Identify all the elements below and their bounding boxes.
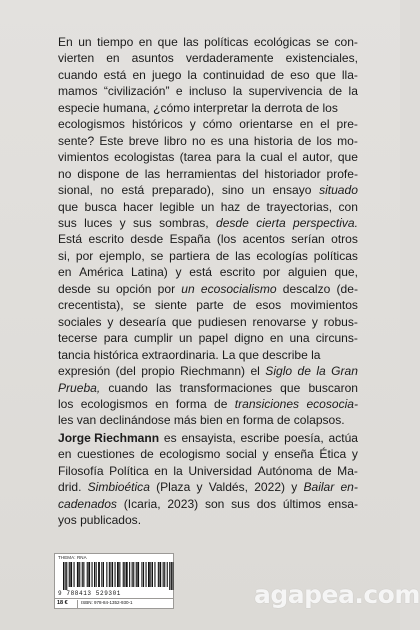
word: el (320, 117, 330, 132)
word: eso (290, 67, 310, 82)
word: papel (198, 331, 229, 346)
word: del (242, 166, 259, 181)
word: es (163, 430, 177, 445)
word: Latina) (130, 265, 168, 280)
word: con- (334, 35, 358, 49)
word: si, (58, 248, 71, 263)
word: transiciones (234, 396, 300, 411)
word: que, (334, 265, 358, 280)
text-line (58, 215, 358, 231)
text-line (58, 512, 358, 528)
word: Ma- (337, 463, 358, 478)
word: en (58, 265, 72, 280)
word: 2023) (167, 496, 199, 511)
word: circuns- (315, 331, 358, 346)
word: cierta (256, 215, 286, 230)
word: incluso (188, 84, 227, 99)
text-line (58, 380, 358, 396)
word: la (348, 84, 358, 99)
text-line (58, 264, 358, 280)
word: e (175, 84, 183, 99)
word: el (250, 364, 260, 379)
word: Riechmann) (180, 364, 246, 379)
word: hacer (123, 199, 154, 214)
word: busca (84, 199, 117, 214)
word: profe- (326, 166, 358, 181)
word: (de- (336, 281, 358, 296)
word: América (79, 265, 124, 280)
thema-code: THEMA: RNA (58, 555, 87, 560)
word: verdaderamente (185, 51, 274, 66)
word: escrito (88, 232, 124, 247)
word: y (291, 480, 298, 495)
word: de (125, 166, 139, 181)
word: sombras, (159, 215, 209, 230)
text-line (58, 100, 358, 116)
text-line (58, 363, 358, 379)
word: historia (253, 133, 293, 148)
text-line (58, 67, 358, 83)
word: de (215, 248, 230, 263)
word: ecosocia- (306, 396, 358, 411)
word: sente? (58, 133, 95, 148)
word: un (251, 183, 265, 198)
word: “civilización” (103, 84, 170, 99)
word: de (328, 84, 343, 99)
word: perspectiva. (293, 215, 358, 230)
word: en (132, 67, 146, 82)
word: descalzo (282, 281, 331, 296)
word: y (311, 314, 318, 329)
word: lla- (341, 67, 358, 82)
text-line (58, 297, 358, 313)
word: que (157, 35, 178, 49)
word: cadenados (58, 496, 117, 511)
word: Gran (331, 364, 358, 379)
word: mo- (337, 133, 358, 148)
word: y (262, 447, 269, 462)
barcode-digits: 9 788413 529301 (58, 590, 122, 597)
word: autor, (302, 150, 333, 165)
word: libro (164, 133, 187, 148)
word: buscaron (308, 380, 358, 395)
word: desde (130, 232, 164, 247)
word: políticas (204, 35, 249, 49)
word: en- (340, 480, 358, 495)
text-line (58, 248, 358, 264)
word: un (78, 35, 92, 49)
word: y (196, 480, 203, 495)
word: ecologismos (80, 396, 148, 411)
text-line (58, 463, 358, 479)
word: en (138, 35, 153, 49)
text-line (58, 231, 358, 247)
word: y (119, 215, 126, 230)
word: las (235, 248, 251, 263)
word: tecerse (58, 331, 98, 346)
word: sus (231, 496, 250, 511)
word: en (269, 331, 284, 346)
text-line (58, 116, 358, 132)
word: ensayista, (181, 430, 236, 445)
word: y (189, 117, 196, 132)
synopsis (58, 34, 358, 429)
word: el (287, 150, 298, 165)
word: Está (58, 232, 83, 247)
word: está (121, 183, 145, 198)
word: (del (115, 364, 136, 379)
word: parte (196, 298, 224, 313)
word: Jorge Riechmann (58, 430, 160, 445)
word: Ética (319, 447, 347, 462)
word: de (297, 133, 312, 148)
word: España (169, 232, 211, 247)
word: desde (58, 281, 91, 296)
word: vierten (58, 51, 95, 66)
word: Bailar (303, 480, 335, 495)
word: que (280, 380, 301, 395)
word: Prueba, (58, 380, 101, 395)
text-line (58, 430, 358, 446)
word: enseña (274, 447, 314, 462)
word: en (155, 396, 169, 411)
word: su (97, 281, 110, 296)
word: que (58, 199, 79, 214)
text-line (58, 496, 358, 512)
word: de (246, 199, 261, 214)
word: ecologías (256, 248, 308, 263)
word: Este (99, 133, 124, 148)
word: movimientos (290, 298, 358, 313)
word: 2022) (254, 480, 286, 495)
word: les van declinándose más bien en forma de colapsos. (58, 413, 345, 428)
word: Valdés, (208, 480, 249, 495)
word: ejemplo, (99, 248, 145, 263)
word: expresión (58, 364, 111, 379)
text-line (58, 330, 358, 346)
word: siente (154, 298, 188, 313)
word: no (58, 166, 72, 181)
word: herramientas (166, 166, 237, 181)
word: en (154, 463, 168, 478)
word: cuestiones (77, 447, 135, 462)
word: que (315, 67, 336, 82)
word: últimos (282, 496, 322, 511)
word: sus (58, 215, 77, 230)
word: tiempo (97, 35, 134, 49)
word: la (245, 150, 256, 165)
text-line (58, 412, 358, 428)
word: sociales (58, 314, 102, 329)
word: alguien (287, 265, 327, 280)
word: En (58, 35, 73, 49)
word: que (171, 314, 192, 329)
text-line (58, 83, 358, 99)
word: para (103, 331, 128, 346)
word: otros (331, 232, 358, 247)
word: Siglo (265, 364, 293, 379)
text-line (58, 182, 358, 198)
word: de (214, 396, 228, 411)
word: cómo (202, 117, 233, 132)
word: por (157, 281, 176, 296)
word: Política (109, 463, 149, 478)
text-line (58, 347, 358, 363)
word: escribe (240, 430, 280, 445)
word: se (316, 35, 329, 49)
word: Filosofía (58, 463, 104, 478)
word: por (75, 248, 94, 263)
word: las (156, 380, 172, 395)
word: ecosocialismo (200, 281, 277, 296)
text-line (58, 166, 358, 182)
word: situado (319, 183, 358, 198)
word: supervivencia (248, 84, 323, 99)
word: ensa- (327, 496, 358, 511)
word: históricos (131, 117, 183, 132)
word: y (107, 314, 114, 329)
word: los (58, 396, 74, 411)
word: acentos (242, 232, 285, 247)
word: la (173, 463, 183, 478)
word: luces (84, 215, 113, 230)
word: (tarea (179, 150, 212, 165)
word: ensayo (272, 183, 312, 198)
word: social (226, 447, 257, 462)
text-line (58, 149, 358, 165)
word: las (183, 35, 199, 49)
word: pudiesen (197, 314, 247, 329)
word: ecologismos (58, 117, 125, 132)
word: robus- (323, 314, 358, 329)
text-line (58, 34, 358, 50)
word: forma (175, 396, 207, 411)
word: serían (291, 232, 325, 247)
word: la (316, 364, 326, 379)
author-bio (58, 430, 358, 529)
word: de (270, 67, 285, 82)
word: ecologistas (114, 150, 175, 165)
text-line (58, 479, 358, 495)
word: no (192, 133, 206, 148)
word: renovarse (252, 314, 307, 329)
price-row (55, 598, 173, 609)
text-line (58, 199, 358, 215)
watermark-text: agapea.com (254, 579, 420, 609)
word: asuntos (131, 51, 174, 66)
word: con (338, 199, 358, 214)
word: crecentista), (58, 298, 124, 313)
back-cover-text (58, 34, 358, 529)
word: cuando (58, 67, 98, 82)
word: actúa (328, 430, 358, 445)
word: para (216, 150, 241, 165)
word: y (175, 265, 182, 280)
word: pre- (336, 117, 358, 132)
text-line (58, 133, 358, 149)
word: la (232, 84, 243, 99)
agapea-watermark (250, 574, 420, 614)
word: escrito (219, 265, 256, 280)
text-line (58, 314, 358, 330)
word: trayectorias, (266, 199, 333, 214)
word: dispone (77, 166, 120, 181)
word: juego (151, 67, 182, 82)
word: Simbioética (87, 480, 150, 495)
word: no (100, 183, 114, 198)
word: breve (128, 133, 159, 148)
word: haz (220, 199, 241, 214)
word: que (337, 150, 358, 165)
word: dos (256, 496, 277, 511)
word: (Icaria, (123, 496, 161, 511)
word: especie humana, ¿cómo interpretar la derrota de los (58, 100, 338, 115)
word: vimientos (58, 150, 109, 165)
word: políticas (313, 248, 358, 263)
word: desde (216, 215, 249, 230)
word: preparado), (151, 183, 215, 198)
word: continuidad (202, 67, 265, 82)
word: poesía, (284, 430, 324, 445)
word: sional, (58, 183, 93, 198)
word: de (318, 463, 332, 478)
word: un (181, 281, 195, 296)
word: Universidad (188, 463, 252, 478)
isbn: ISBN: 978-84-1352-930-1 (77, 600, 133, 608)
text-line (58, 50, 358, 66)
word: un (200, 199, 215, 214)
word: son (204, 496, 225, 511)
word: en (58, 447, 72, 462)
word: ecologismo (159, 447, 221, 462)
word: es (210, 133, 224, 148)
word: se (132, 298, 146, 313)
word: propio (141, 364, 175, 379)
barcode-label (54, 553, 174, 609)
word: de (297, 364, 311, 379)
word: (Plaza (156, 480, 191, 495)
word: (los (216, 232, 237, 247)
word: se (150, 248, 164, 263)
text-line (58, 281, 358, 297)
word: de (232, 298, 247, 313)
price: 18 € (57, 600, 68, 606)
word: las (144, 166, 161, 181)
word: opción (115, 281, 152, 296)
word: está (103, 67, 127, 82)
text-line (58, 396, 358, 412)
word: sus (132, 215, 152, 230)
word: transformaciones (179, 380, 273, 395)
word: mamos (58, 84, 98, 99)
word: cuando (108, 380, 148, 395)
word: yos publicados. (58, 513, 142, 528)
word: en (106, 51, 120, 66)
word: por (262, 265, 281, 280)
word: desearía (119, 314, 167, 329)
word: partiera (169, 248, 210, 263)
word: Autónoma (257, 463, 313, 478)
word: digno (234, 331, 264, 346)
word: sino (221, 183, 244, 198)
word: en (299, 117, 314, 132)
word: de (140, 447, 154, 462)
word: drid. (58, 480, 82, 495)
barcode-icon (61, 562, 165, 590)
word: un (178, 331, 193, 346)
word: legible (159, 199, 195, 214)
word: existenciales, (285, 51, 358, 66)
word: y (351, 447, 358, 462)
word: una (289, 331, 310, 346)
word: una (228, 133, 249, 148)
word: ecológicas (253, 35, 311, 49)
text-line (58, 446, 358, 462)
word: está (189, 265, 212, 280)
word: cumplir (133, 331, 173, 346)
word: historiador (264, 166, 321, 181)
word: esos (255, 298, 282, 313)
word: cual (260, 150, 283, 165)
word: los (316, 133, 332, 148)
word: tancia histórica extraordinaria. La que describe la (58, 347, 321, 362)
word: orientarse (239, 117, 293, 132)
word: la (187, 67, 197, 82)
